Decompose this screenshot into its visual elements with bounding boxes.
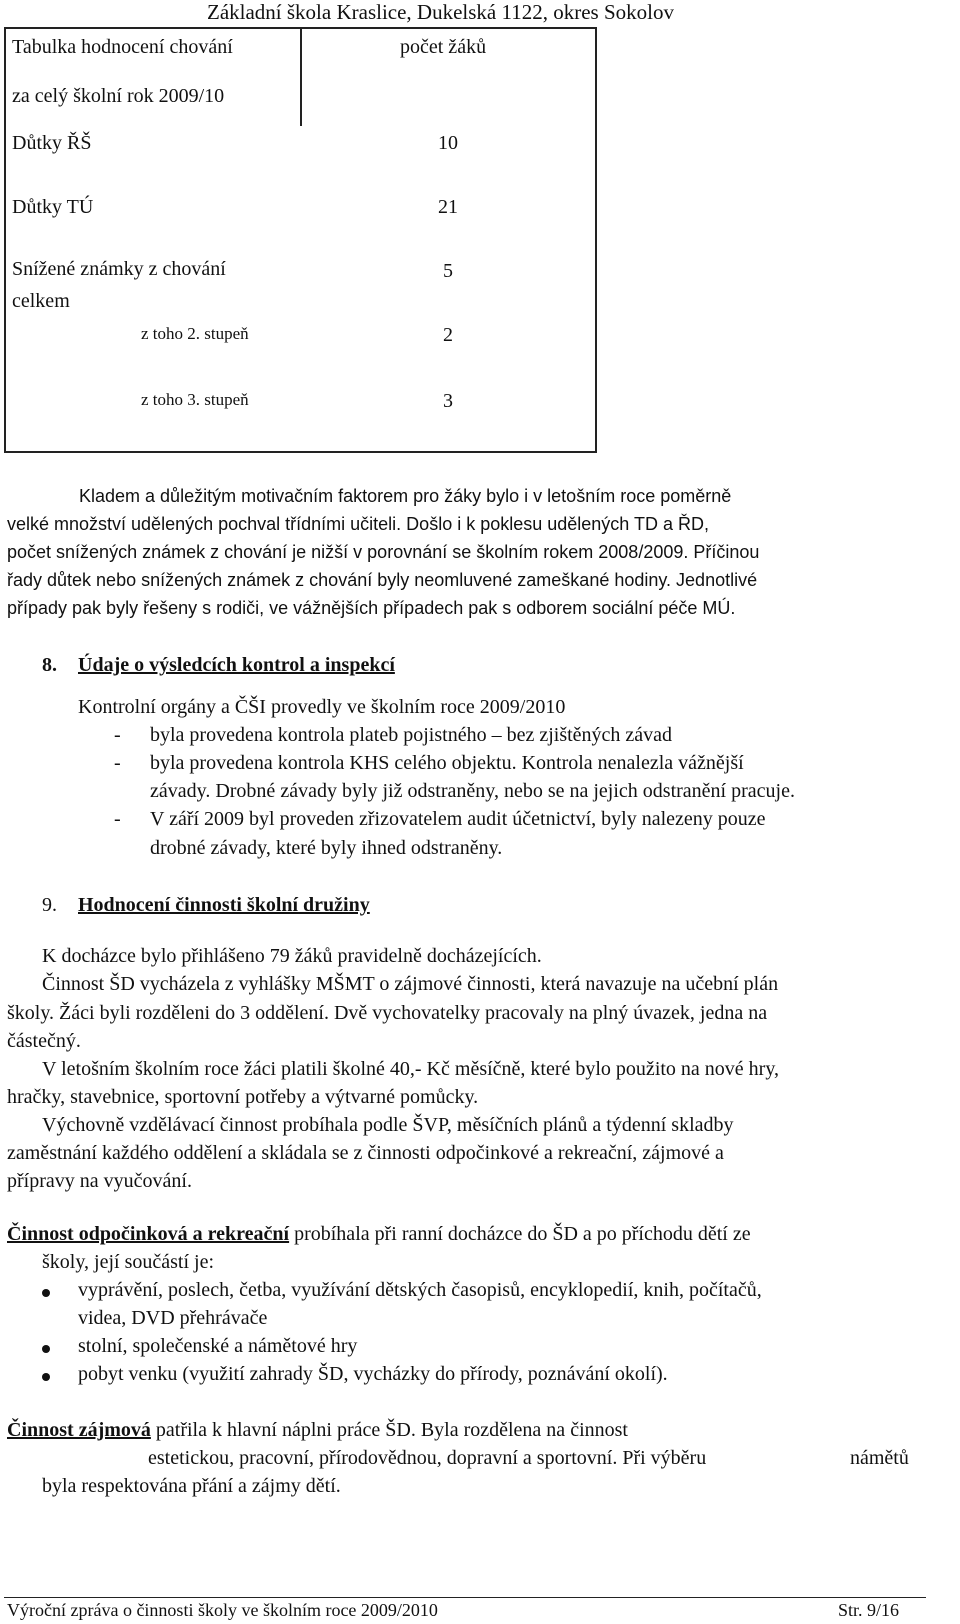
paragraph-line: školy. Žáci byli rozděleni do 3 oddělení. Dvě vychovatelky pracovaly na plný úvazek, jedna na <box>7 1002 768 1024</box>
page-number: Str. 9/16 <box>838 1600 900 1620</box>
section-title: Údaje o výsledcích kontrol a inspekcí <box>78 654 395 676</box>
table-row-value: 10 <box>438 132 458 154</box>
table-column-divider <box>300 27 302 126</box>
bullet-icon <box>42 1373 50 1381</box>
list-item: byla provedena kontrola plateb pojistného – bez zjištěných závad <box>150 724 673 746</box>
paragraph-line: estetickou, pracovní, přírodovědnou, dopravní a sportovní. Při výběru <box>148 1447 707 1469</box>
paragraph-line: zaměstnání každého oddělení a skládala se z činnosti odpočinkové a rekreační, zájmové a <box>7 1142 724 1164</box>
paragraph-line: K docházce bylo přihlášeno 79 žáků pravidelně docházejících. <box>42 945 542 967</box>
section-number: 8. <box>42 654 57 676</box>
interest-activity-heading: Činnost zájmová <box>7 1419 151 1441</box>
footer-title: Výroční zpráva o činnosti školy ve školním roce 2009/2010 <box>7 1600 438 1620</box>
table-row-label-cont: celkem <box>12 290 70 312</box>
rest-activity-heading-rest: probíhala při ranní docházce do ŠD a po příchodu dětí ze <box>289 1223 751 1245</box>
list-item-cont: videa, DVD přehrávače <box>78 1307 268 1329</box>
section-title: Hodnocení činnosti školní družiny <box>78 894 370 916</box>
table-row-label: z toho 3. stupeň <box>141 390 249 409</box>
paragraph-line: školy, její součástí je: <box>42 1251 215 1273</box>
list-item: pobyt venku (využití zahrady ŠD, vycházky do přírody, poznávání okolí). <box>78 1363 668 1385</box>
rest-activity-heading-line <box>7 1223 751 1246</box>
list-item: stolní, společenské a námětové hry <box>78 1335 358 1357</box>
interest-activity-heading-rest: patřila k hlavní náplni práce ŠD. Byla rozdělena na činnost <box>150 1419 628 1441</box>
paragraph-line: Výchovně vzdělávací činnost probíhala podle ŠVP, měsíčních plánů a týdenní skladby <box>42 1114 734 1136</box>
table-row-label: z toho 2. stupeň <box>141 324 249 343</box>
footer-divider <box>4 1597 926 1598</box>
table-title-line1: Tabulka hodnocení chování <box>12 36 233 58</box>
paragraph-line: velké množství udělených pochval třídními učiteli. Došlo i k poklesu udělených TD a ŘD, <box>7 514 709 534</box>
dash-marker: - <box>114 724 121 746</box>
page-header: Základní škola Kraslice, Dukelská 1122, okres Sokolov <box>207 0 674 24</box>
paragraph-line: počet snížených známek z chování je nižší v porovnání se školním rokem 2008/2009. Příčinou <box>7 542 760 562</box>
table-column-header: počet žáků <box>400 36 487 58</box>
dash-marker: - <box>114 808 121 830</box>
dash-marker: - <box>114 752 121 774</box>
table-title-line2: za celý školní rok 2009/10 <box>12 85 225 107</box>
table-row-label: Důtky ŘŠ <box>12 132 92 154</box>
paragraph-line: Kladem a důležitým motivačním faktorem pro žáky bylo i v letošním roce poměrně <box>79 486 732 506</box>
list-item: V září 2009 byl proveden zřizovatelem audit účetnictví, byly nalezeny pouze <box>150 808 766 830</box>
paragraph-line: částečný. <box>7 1030 81 1052</box>
list-item: vyprávění, poslech, četba, využívání dětských časopisů, encyklopedií, knih, počítačů, <box>78 1279 762 1301</box>
list-item-cont: závady. Drobné závady byly již odstraněny, nebo se na jejich odstranění pracuje. <box>150 780 795 802</box>
rest-activity-heading: Činnost odpočinková a rekreační <box>7 1223 290 1245</box>
table-row-label: Důtky TÚ <box>12 196 94 218</box>
section-number: 9. <box>42 894 57 916</box>
interest-activity-heading-line <box>7 1419 628 1442</box>
table-row-value: 5 <box>443 260 453 282</box>
table-row-value: 21 <box>438 196 458 218</box>
paragraph-line: přípravy na vyučování. <box>7 1170 192 1192</box>
paragraph-line: hračky, stavebnice, sportovní potřeby a výtvarné pomůcky. <box>7 1086 479 1108</box>
bullet-icon <box>42 1345 50 1353</box>
section-intro: Kontrolní orgány a ČŠI provedly ve školním roce 2009/2010 <box>78 696 566 718</box>
table-row-value: 3 <box>443 390 453 412</box>
paragraph-line: případy pak byly řešeny s rodiči, ve vážnějších případech pak s odborem sociální péče MÚ. <box>7 598 736 618</box>
table-row-value: 2 <box>443 324 453 346</box>
paragraph-line: byla respektována přání a zájmy dětí. <box>42 1475 341 1497</box>
table-row-label: Snížené známky z chování <box>12 258 226 280</box>
paragraph-line: Činnost ŠD vycházela z vyhlášky MŠMT o zájmové činnosti, která navazuje na učební plán <box>42 973 779 995</box>
paragraph-line-end: námětů <box>850 1447 909 1469</box>
paragraph-line: řady důtek nebo snížených známek z chování byly neomluvené zameškané hodiny. Jednotlivé <box>7 570 758 590</box>
paragraph-line: V letošním školním roce žáci platili školné 40,- Kč měsíčně, které bylo použito na nové hry, <box>42 1058 780 1080</box>
bullet-icon <box>42 1289 50 1297</box>
list-item-cont: drobné závady, které byly ihned odstraněny. <box>150 837 503 859</box>
list-item: byla provedena kontrola KHS celého objektu. Kontrola nenalezla vážnější <box>150 752 744 774</box>
